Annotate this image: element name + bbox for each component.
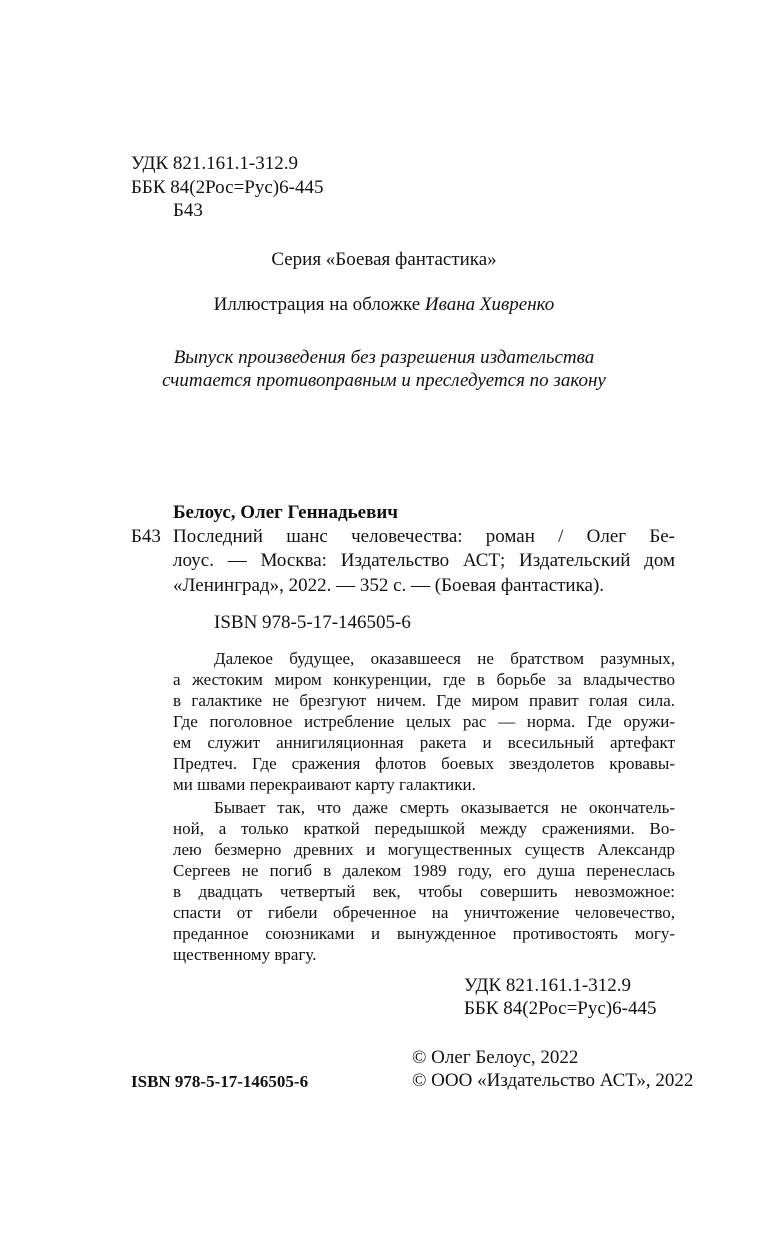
annotation-line: лею безмерно древних и могущественных существ Александр [173,840,675,859]
annotation-line: Где поголовное истребление целых рас — норма. Где оружи- [173,712,675,731]
description-line: «Ленинград», 2022. — 352 с. — (Боевая фантастика). [173,575,605,596]
annotation-line: Далекое будущее, оказавшееся не братством разумных, [214,649,675,668]
udk-code: УДК 821.161.1-312.9 [131,153,298,174]
illustration-prefix: Иллюстрация на обложке [213,294,425,315]
bibliographic-mark: Б43 [131,526,161,547]
annotation-line: щественному врагу. [173,945,317,964]
author-mark: Б43 [173,200,203,221]
annotation-line: а жестоким миром конкуренции, где в борьбе за владычество [173,670,675,689]
bibliographic-description [173,526,675,597]
illustration-artist: Ивана Хивренко [424,294,555,315]
annotation-line: Бывает так, что даже смерть оказывается не окончатель- [214,798,675,817]
copyright-warning-line1: Выпуск произведения без разрешения издательства [173,347,595,368]
description-line: лоус. — Москва: Издательство АСТ; Издательский дом [173,550,675,571]
illustration-credit [0,294,768,316]
udk-code-bottom: УДК 821.161.1-312.9 [464,975,631,996]
bbk-code-bottom: ББК 84(2Рос=Рус)6-445 [464,998,657,1019]
annotation-line: Предтеч. Где сражения флотов боевых звездолетов кровавы- [173,754,675,773]
annotation-line: ем служит аннигиляционная ракета и всесильный артефакт [173,733,675,752]
annotation-line: Сергеев не погиб в далеком 1989 году, его душа перенеслась [173,861,675,880]
annotation-line: ми швами перекраивают карту галактики. [173,775,476,794]
annotation-line: спасти от гибели обреченное на уничтожение человечество, [173,903,675,922]
annotation-line: в двадцать четвертый век, чтобы совершить невозможное: [173,882,675,901]
annotation-line: преданное союзниками и вынужденное противостоять могу- [173,924,675,943]
copyright-publisher: © ООО «Издательство АСТ», 2022 [412,1070,694,1091]
copyright-author: © Олег Белоус, 2022 [412,1047,579,1068]
annotation [173,648,675,965]
copyright-warning-line2: считается противоправным и преследуется по закону [162,370,606,391]
isbn-record: ISBN 978-5-17-146505-6 [214,612,411,633]
bbk-code: ББК 84(2Рос=Рус)6-445 [131,177,324,198]
annotation-line: в галактике не брезгуют ничем. Где миром правит голая сила. [173,691,675,710]
isbn-footer: ISBN 978-5-17-146505-6 [131,1072,309,1091]
author-heading: Белоус, Олег Геннадьевич [173,502,399,523]
annotation-line: ной, а только краткой передышкой между сражениями. Во- [173,819,675,838]
series-line: Серия «Боевая фантастика» [271,249,497,270]
description-line: Последний шанс человечества: роман / Олег Бе- [173,526,675,547]
